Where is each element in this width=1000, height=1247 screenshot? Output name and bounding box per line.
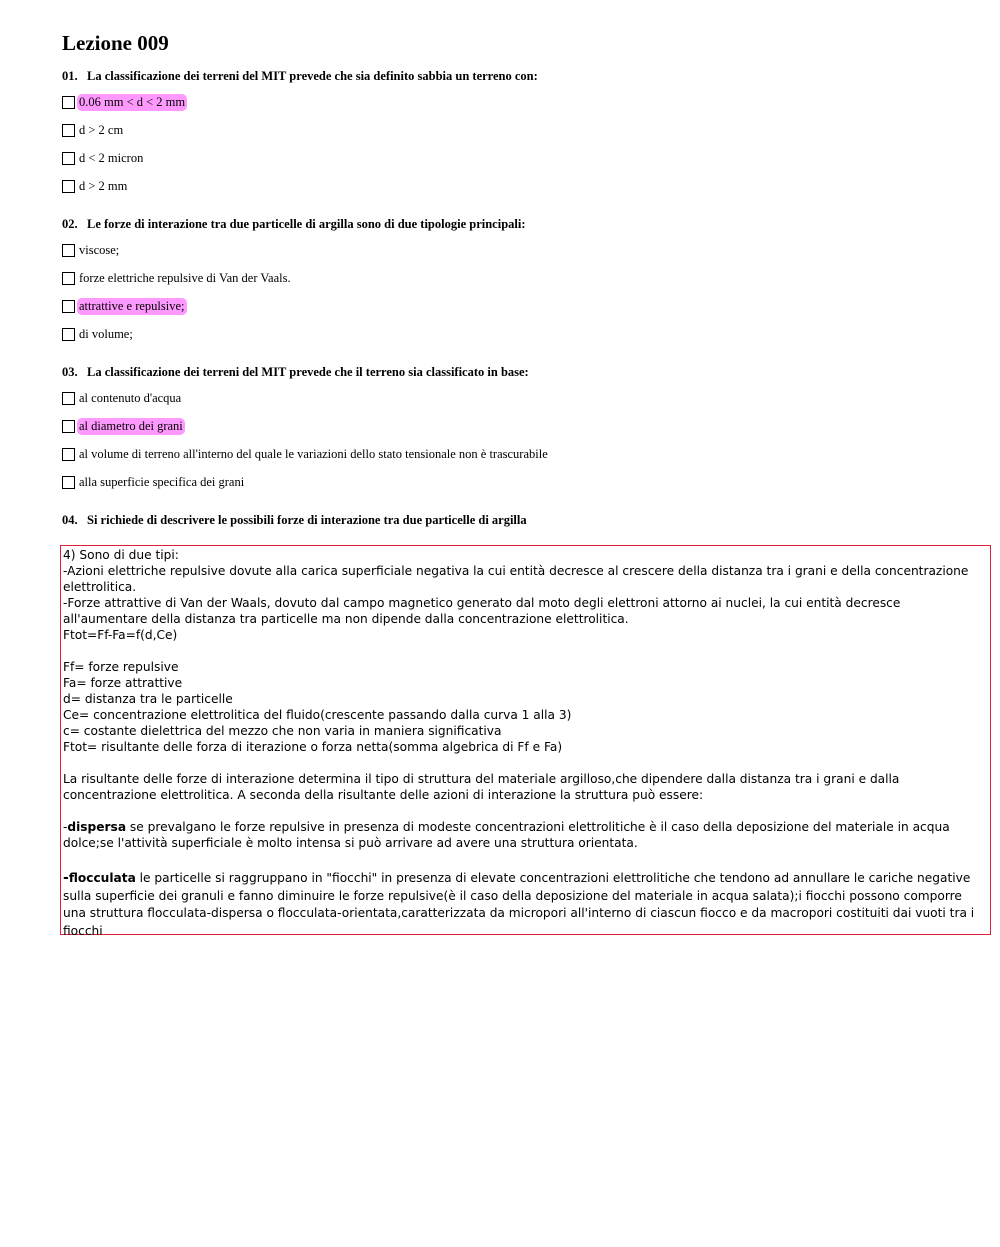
option-text: d > 2 cm: [79, 123, 124, 137]
checkbox[interactable]: [62, 272, 75, 285]
question-text: Si richiede di descrivere le possibili forze di interazione tra due particelle di argilla: [87, 513, 527, 527]
quiz-page: [62, 28, 990, 549]
answer-option[interactable]: [62, 178, 990, 195]
question-number: 04.: [62, 513, 78, 527]
question-text: La classificazione dei terreni del MIT prevede che il terreno sia classificato in base:: [87, 365, 529, 379]
option-text: attrattive e repulsive;: [79, 299, 185, 313]
question-heading: [62, 216, 990, 232]
question-number: 03.: [62, 365, 78, 379]
question-number: 01.: [62, 69, 78, 83]
spacer: [63, 803, 988, 819]
question-2: [62, 216, 990, 343]
flocculata-paragraph: [63, 870, 988, 940]
question-heading: [62, 512, 990, 528]
answer-option[interactable]: [62, 326, 990, 343]
answer-line: -Azioni elettriche repulsive dovute alla carica superficiale negativa la cui entità decresce al crescere della distanza tra i grani e della concentrazione elettrolitica.: [63, 564, 969, 594]
question-heading: [62, 364, 990, 380]
checkbox[interactable]: [62, 124, 75, 137]
spacer: [63, 851, 988, 870]
definition-line: Ftot= risultante delle forza di iterazione o forza netta(somma algebrica di Ff e Fa): [63, 740, 563, 754]
answer-formula: Ftot=Ff-Fa=f(d,Ce): [63, 628, 178, 642]
question-number: 02.: [62, 217, 78, 231]
answer-option[interactable]: [62, 150, 990, 167]
spacer: [63, 643, 988, 659]
answer-option[interactable]: [62, 390, 990, 407]
answer-option[interactable]: [62, 122, 990, 139]
checkbox[interactable]: [62, 420, 75, 433]
question-3: [62, 364, 990, 491]
answer-option[interactable]: [62, 474, 990, 491]
option-text: al contenuto d'acqua: [79, 391, 182, 405]
checkbox[interactable]: [62, 244, 75, 257]
option-text: d > 2 mm: [79, 179, 128, 193]
question-heading: [62, 68, 990, 84]
spacer: [63, 755, 988, 771]
definition-line: Ff= forze repulsive: [63, 660, 179, 674]
definition-line: Ce= concentrazione elettrolitica del fluido(crescente passando dalla curva 1 alla 3): [63, 708, 572, 722]
checkbox[interactable]: [62, 180, 75, 193]
answer-line: -Forze attrattive di Van der Waals, dovuto dal campo magnetico generato dal moto degli elettroni attorno ai nuclei, la cui entità decresce all'aumentare della distanza tra particelle ma non dipende dalla concentrazione elettrolitica.: [63, 596, 901, 626]
definition-line: d= distanza tra le particelle: [63, 692, 233, 706]
checkbox[interactable]: [62, 328, 75, 341]
dash: -: [63, 870, 69, 886]
option-text: forze elettriche repulsive di Van der Vaals.: [79, 271, 291, 285]
checkbox[interactable]: [62, 476, 75, 489]
checkbox[interactable]: [62, 152, 75, 165]
checkbox[interactable]: [62, 392, 75, 405]
checkbox[interactable]: [62, 96, 75, 109]
definition-line: c= costante dielettrica del mezzo che non varia in maniera significativa: [63, 724, 502, 738]
question-1: [62, 68, 990, 195]
option-text: alla superficie specifica dei grani: [79, 475, 245, 489]
option-text: di volume;: [79, 327, 133, 341]
definition-line: Fa= forze attrattive: [63, 676, 183, 690]
term-dispersa: dispersa: [67, 820, 127, 834]
question-4: [62, 512, 990, 528]
checkbox[interactable]: [62, 300, 75, 313]
open-answer-box: [60, 545, 991, 938]
dispersa-paragraph: [63, 819, 988, 851]
answer-option[interactable]: [62, 446, 990, 463]
option-text: al diametro dei grani: [79, 419, 183, 433]
option-text: al volume di terreno all'interno del quale le variazioni dello stato tensionale non è trascurabile: [79, 447, 548, 461]
page-title: Lezione 009: [62, 31, 169, 55]
option-text: viscose;: [79, 243, 120, 257]
answer-option[interactable]: [62, 298, 990, 315]
option-text: d < 2 micron: [79, 151, 144, 165]
dash: -: [63, 820, 68, 834]
option-text: 0.06 mm < d < 2 mm: [79, 95, 186, 109]
question-text: Le forze di interazione tra due particelle di argilla sono di due tipologie principali:: [87, 217, 526, 231]
answer-option[interactable]: [62, 270, 990, 287]
checkbox[interactable]: [62, 448, 75, 461]
term-description: le particelle si raggruppano in "fiocchi" in presenza di elevate concentrazioni elettrolitiche che tendono ad annullare le cariche negative sulla superficie dei granuli e fanno diminuire le forze repulsive(è il caso della deposizione del materiale in acqua salata);i fiocchi possono comporre una struttura flocculata-dispersa o flocculata-orientata,caratterizzata da micropori all'interno di ciascun fiocco e da macropori costituiti dai vuoti tra i fiocchi: [63, 871, 975, 938]
answer-paragraph: La risultante delle forze di interazione determina il tipo di struttura del materiale argilloso,che dipendere dalla distanza tra i grani e dalla concentrazione elettrolitica. A seconda della risultante delle azioni di interazione la struttura può essere:: [63, 772, 900, 802]
answer-option[interactable]: [62, 94, 990, 111]
answer-line: 4) Sono di due tipi:: [63, 548, 179, 562]
answer-option[interactable]: [62, 242, 990, 259]
answer-option[interactable]: [62, 418, 990, 435]
term-description: se prevalgano le forze repulsive in presenza di modeste concentrazioni elettrolitiche è il caso della deposizione del materiale in acqua dolce;se l'attività superficiale è molto intensa si può arrivare ad avere una struttura orientata.: [63, 820, 950, 850]
question-text: La classificazione dei terreni del MIT prevede che sia definito sabbia un terreno con:: [87, 69, 538, 83]
term-flocculata: flocculata: [68, 871, 136, 885]
